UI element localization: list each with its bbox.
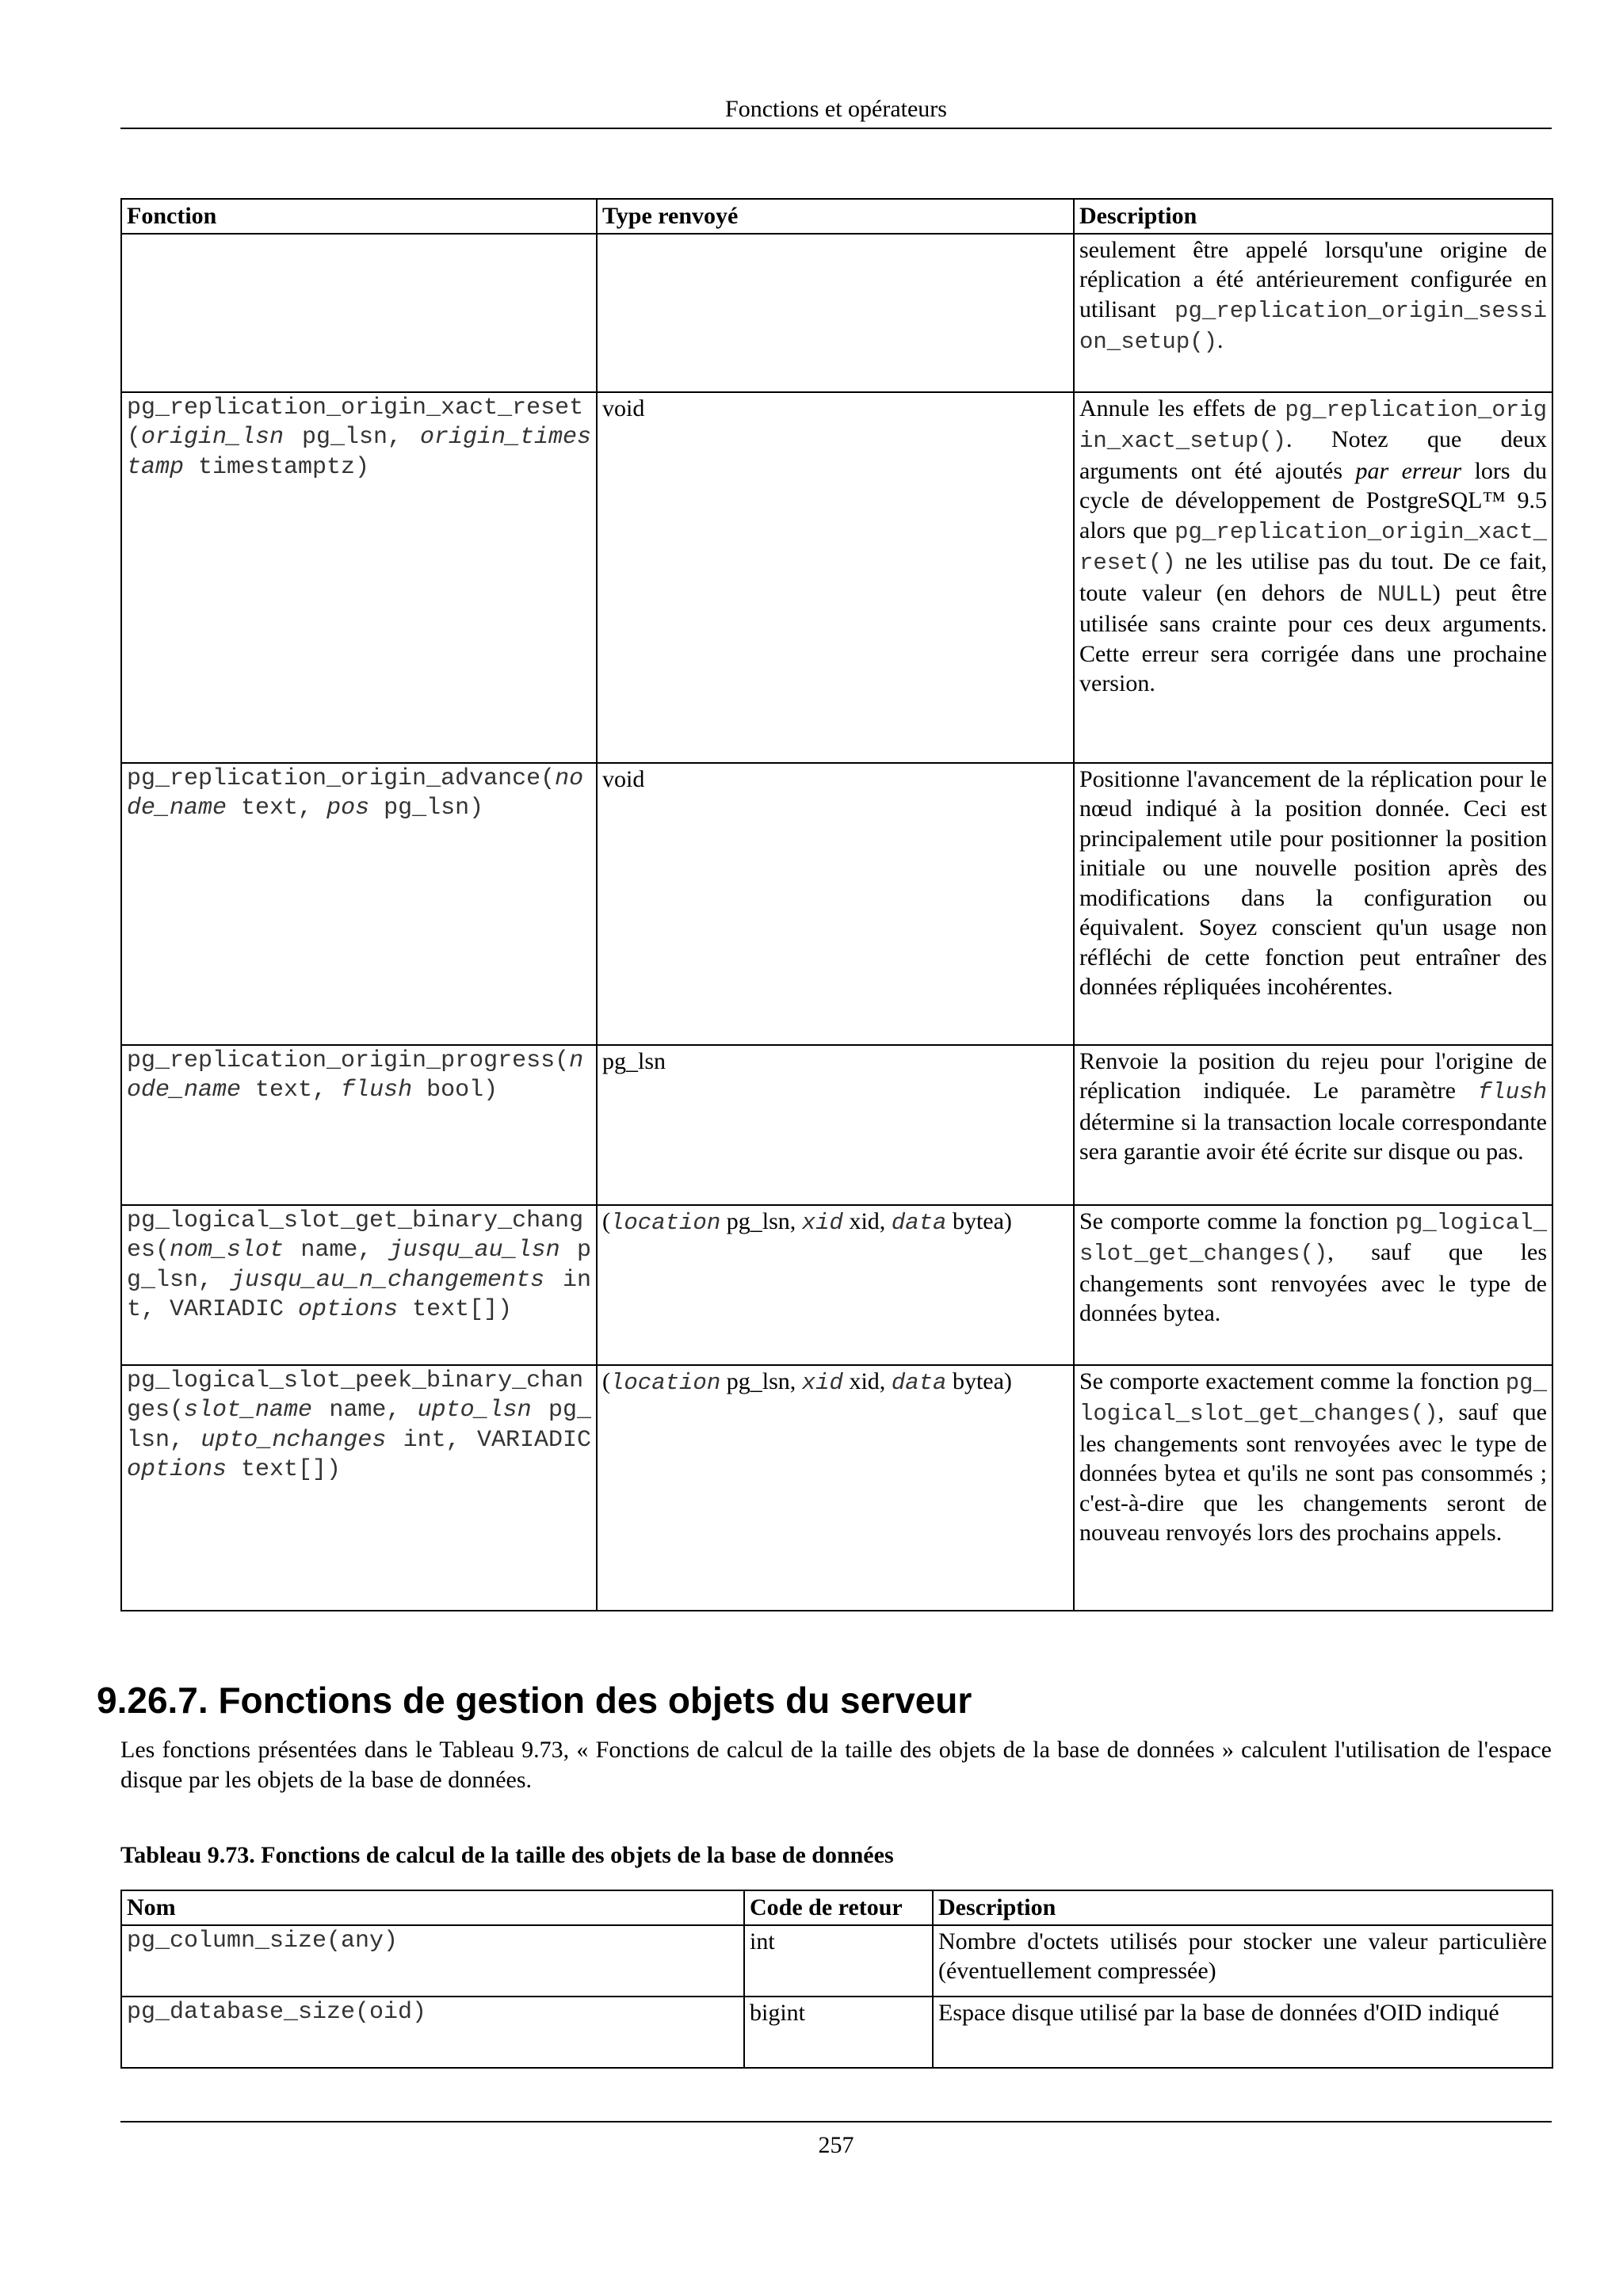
parameter-name: nom_slot bbox=[170, 1237, 285, 1264]
table-row bbox=[121, 392, 1552, 763]
description-text: , sauf que les changements sont renvoyées avec le type de données bytea. bbox=[1079, 1239, 1547, 1326]
parameter-type: text[]) bbox=[398, 1296, 513, 1323]
return-type-cell: int bbox=[744, 1925, 933, 1997]
column-name: location bbox=[610, 1369, 721, 1396]
description-text: détermine si la transaction locale correspondante sera garantie avoir été écrite sur disque ou pas. bbox=[1079, 1108, 1547, 1165]
parameter-name: node_name bbox=[127, 1047, 584, 1104]
return-text: xid, bbox=[842, 1367, 892, 1394]
code-reference: pg_replication_origin_xact_reset() bbox=[1079, 518, 1547, 576]
function-name: pg_replication_origin_advance( bbox=[127, 765, 556, 792]
column-header-type-renvoye: Type renvoyé bbox=[597, 199, 1074, 234]
table-row bbox=[121, 234, 1552, 392]
return-text: pg_lsn, bbox=[720, 1367, 802, 1394]
parameter-type: int, VARIADIC bbox=[386, 1426, 591, 1454]
column-header-nom: Nom bbox=[121, 1890, 744, 1925]
table-header-row bbox=[121, 199, 1552, 234]
table-caption: Tableau 9.73. Fonctions de calcul de la taille des objets de la base de données bbox=[120, 1842, 894, 1868]
description-cell: Espace disque utilisé par la base de données d'OID indiqué bbox=[933, 1997, 1552, 2068]
parameter-type: text[]) bbox=[227, 1456, 342, 1483]
function-signature-cell bbox=[121, 763, 597, 1045]
column-header-description: Description bbox=[1074, 199, 1552, 234]
description-text: ) peut être utilisée sans crainte pour ces deux arguments. Cette erreur sera corrigée dans une prochaine version. bbox=[1079, 579, 1547, 696]
parameter-type: text, bbox=[241, 1077, 342, 1104]
return-text: bytea) bbox=[946, 1367, 1012, 1394]
table-row bbox=[121, 1365, 1552, 1611]
parameter-type: pg_lsn, bbox=[127, 1237, 591, 1294]
function-name: pg_replication_origin_xact_reset( bbox=[127, 394, 584, 451]
return-text: ( bbox=[602, 1207, 610, 1234]
parameter-name: upto_nchanges bbox=[200, 1426, 387, 1454]
parameter-name: jusqu_au_lsn bbox=[388, 1237, 560, 1264]
parameter-name: pos bbox=[327, 795, 370, 822]
parameter-name: options bbox=[298, 1296, 399, 1323]
column-name: data bbox=[891, 1209, 947, 1236]
return-type-cell bbox=[597, 234, 1074, 392]
section-intro: Les fonctions présentées dans le Tableau 9.73, « Fonctions de calcul de la taille des objets de la base de données » calculent l'utilisation de l'espace disque par les objets de la base de données. bbox=[120, 1737, 1552, 1793]
parameter-type: pg_lsn, bbox=[284, 424, 420, 451]
description-text: Annule les effets de bbox=[1079, 395, 1285, 421]
header-rule bbox=[120, 128, 1552, 129]
function-name: pg_logical_slot_get_binary_changes( bbox=[127, 1207, 584, 1264]
parameter-name: jusqu_au_n_changements bbox=[230, 1266, 545, 1294]
column-name: data bbox=[891, 1369, 947, 1396]
description-text: seulement être appelé lorsqu'une origine de réplication a été antérieurement configurée en utilisant bbox=[1079, 236, 1547, 322]
parameter-name: node_name bbox=[127, 765, 584, 822]
description-text: Se comporte comme la fonction bbox=[1079, 1207, 1396, 1234]
description-cell: Nombre d'octets utilisés pour stocker une valeur particulière (éventuellement compressée) bbox=[933, 1925, 1552, 1997]
parameter-type: pg_lsn, bbox=[127, 1397, 591, 1454]
column-header-description: Description bbox=[933, 1890, 1552, 1925]
return-type-cell bbox=[597, 1205, 1074, 1365]
column-name: xid bbox=[801, 1369, 843, 1396]
function-signature-cell bbox=[121, 392, 597, 763]
code-reference: NULL bbox=[1377, 581, 1433, 608]
parameter-type: text, bbox=[227, 795, 327, 822]
parameter-name: slot_name bbox=[184, 1397, 313, 1424]
return-text: pg_lsn, bbox=[720, 1207, 802, 1234]
function-name: pg_replication_origin_progress( bbox=[127, 1047, 570, 1074]
description-text: , sauf que les changements sont renvoyées avec le type de données bytea et qu'ils ne sont pas consommés ; c'est-à-dire que les changements seront de nouveau renvoyés lors des prochains appels. bbox=[1079, 1399, 1547, 1546]
code-reference: pg_replication_origin_xact_setup() bbox=[1079, 396, 1547, 454]
description-text: . bbox=[1217, 327, 1224, 353]
description-text: . Notez que deux arguments ont été ajoutés bbox=[1079, 426, 1547, 484]
description-cell bbox=[1074, 1205, 1552, 1365]
parameter-name: options bbox=[127, 1456, 227, 1483]
parameter-reference: flush bbox=[1477, 1079, 1547, 1105]
return-type-cell: void bbox=[597, 763, 1074, 1045]
parameter-name: flush bbox=[341, 1077, 413, 1104]
function-name-cell: pg_column_size(any) bbox=[121, 1925, 744, 1997]
description-text: ne les utilise pas du tout. De ce fait, toute valeur (en dehors de bbox=[1079, 548, 1547, 606]
size-functions-table bbox=[120, 1890, 1553, 2069]
code-reference: pg_replication_origin_session_setup() bbox=[1079, 297, 1547, 355]
return-type-cell: bigint bbox=[744, 1997, 933, 2068]
table-row bbox=[121, 763, 1552, 1045]
return-type-cell bbox=[597, 1365, 1074, 1611]
function-name-cell: pg_database_size(oid) bbox=[121, 1997, 744, 2068]
column-header-fonction: Fonction bbox=[121, 199, 597, 234]
parameter-type: name, bbox=[284, 1237, 389, 1264]
function-signature-cell bbox=[121, 1045, 597, 1205]
return-text: ( bbox=[602, 1367, 610, 1394]
return-text: bytea) bbox=[946, 1207, 1012, 1234]
parameter-name: upto_lsn bbox=[417, 1397, 532, 1424]
description-cell bbox=[1074, 234, 1552, 392]
page-number: 257 bbox=[818, 2132, 854, 2158]
description-cell bbox=[1074, 392, 1552, 763]
parameter-type: pg_lsn) bbox=[369, 795, 484, 822]
description-text: lors du cycle de développement de PostgreSQL™ 9.5 alors que bbox=[1079, 457, 1548, 543]
code-reference: pg_logical_slot_get_changes() bbox=[1079, 1369, 1547, 1427]
return-type-cell: pg_lsn bbox=[597, 1045, 1074, 1205]
parameter-type: bool) bbox=[412, 1077, 498, 1104]
column-name: xid bbox=[801, 1209, 843, 1236]
return-text: xid, bbox=[842, 1207, 892, 1234]
table-row bbox=[121, 1925, 1552, 1997]
functions-table-continued bbox=[120, 198, 1553, 1611]
table-header-row bbox=[121, 1890, 1552, 1925]
emphasis: par erreur bbox=[1355, 457, 1462, 484]
function-cell bbox=[121, 234, 597, 392]
parameter-type: timestamptz) bbox=[184, 453, 370, 481]
return-type-cell: void bbox=[597, 392, 1074, 763]
description-cell: Positionne l'avancement de la réplication pour le nœud indiqué à la position donnée. Ceci est principalement utile pour positionner la position initiale ou une nouvelle position après des modifications dans la configuration ou équivalent. Soyez conscient qu'un usage non réfléchi de cette fonction peut entraîner des données répliquées incohérentes. bbox=[1074, 763, 1552, 1045]
description-text: Se comporte exactement comme la fonction bbox=[1079, 1367, 1506, 1394]
column-header-code-de-retour: Code de retour bbox=[744, 1890, 933, 1925]
footer-rule bbox=[120, 2121, 1552, 2122]
table-row bbox=[121, 1205, 1552, 1365]
parameter-type: name, bbox=[312, 1397, 418, 1424]
code-reference: pg_logical_slot_get_changes() bbox=[1079, 1209, 1547, 1267]
parameter-name: origin_lsn bbox=[141, 424, 285, 451]
table-row bbox=[121, 1997, 1552, 2068]
column-name: location bbox=[610, 1209, 721, 1236]
section-heading: 9.26.7. Fonctions de gestion des objets du serveur bbox=[97, 1680, 972, 1721]
function-signature-cell bbox=[121, 1365, 597, 1611]
description-cell bbox=[1074, 1365, 1552, 1611]
description-text: Renvoie la position du rejeu pour l'origine de réplication indiquée. Le paramètre bbox=[1079, 1047, 1547, 1104]
table-row bbox=[121, 1045, 1552, 1205]
parameter-name: origin_timestamp bbox=[127, 424, 591, 481]
parameter-type: int, VARIADIC bbox=[127, 1266, 591, 1323]
description-cell bbox=[1074, 1045, 1552, 1205]
function-name: pg_logical_slot_peek_binary_changes( bbox=[127, 1367, 584, 1424]
function-signature-cell bbox=[121, 1205, 597, 1365]
running-header: Fonctions et opérateurs bbox=[725, 96, 947, 122]
